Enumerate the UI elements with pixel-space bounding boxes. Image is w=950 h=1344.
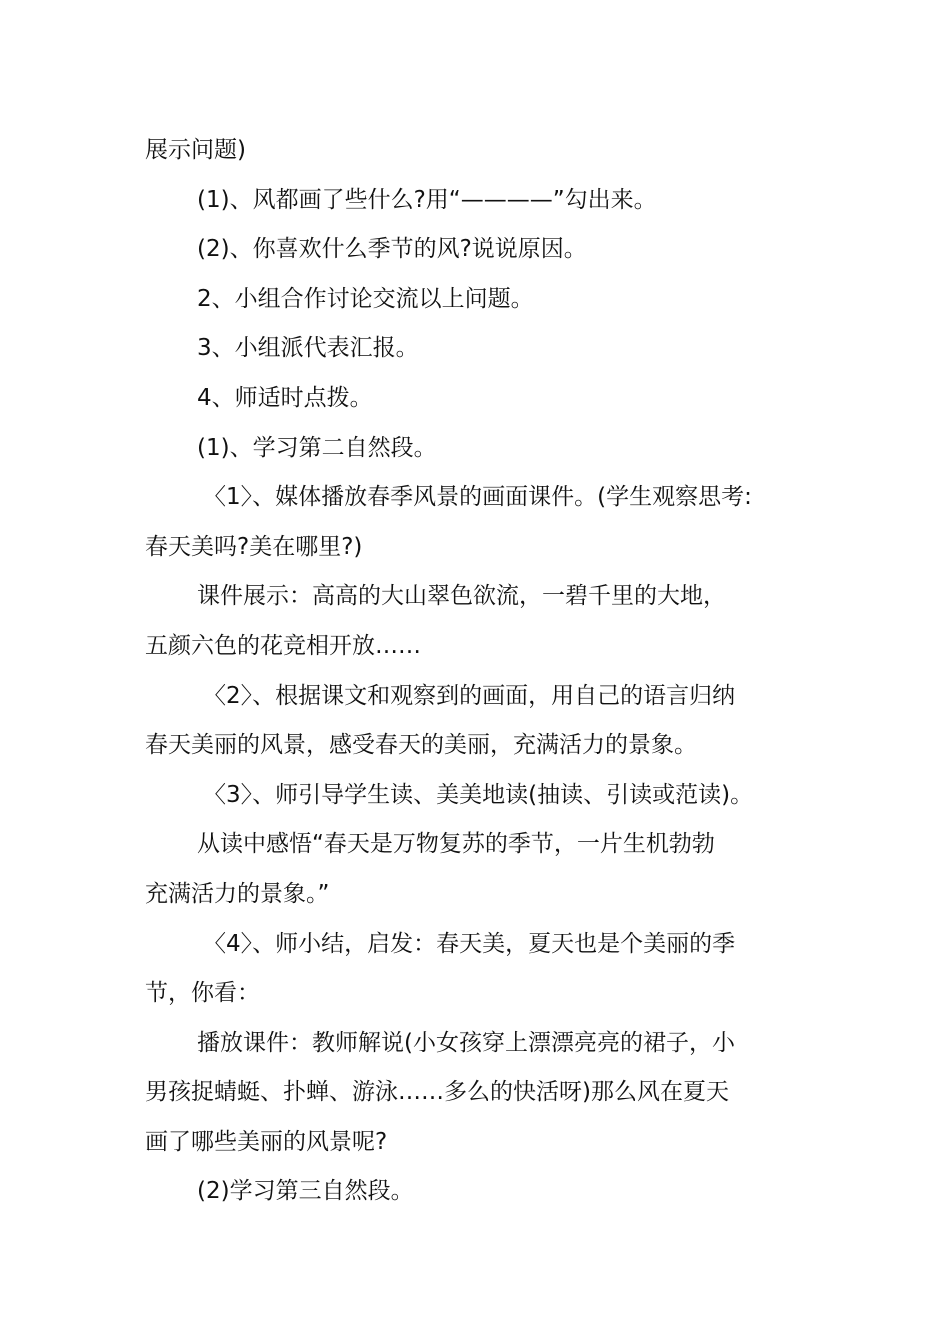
text-line: 节，你看： [145, 980, 260, 1007]
text-line: 〈3〉、师引导学生读、美美地读(抽读、引读或范读)。 [203, 781, 754, 808]
text-line: 充满活力的景象。” [145, 880, 330, 907]
text-line: 画了哪些美丽的风景呢? [145, 1128, 388, 1155]
text-line: 春天美吗?美在哪里?) [145, 533, 363, 560]
text-line: 4、师适时点拨。 [197, 384, 373, 411]
text-line: 〈1〉、媒体播放春季风景的画面课件。(学生观察思考: [203, 484, 752, 511]
text-line: 播放课件：教师解说(小女孩穿上漂漂亮亮的裙子，小 [197, 1029, 735, 1056]
text-line: 五颜六色的花竞相开放…… [145, 632, 421, 659]
text-line: 男孩捉蜻蜓、扑蝉、游泳……多么的快活呀)那么风在夏天 [145, 1079, 729, 1106]
text-line: (1)、学习第二自然段。 [197, 434, 437, 461]
text-line: 从读中感悟“春天是万物复苏的季节，一片生机勃勃 [197, 831, 715, 858]
text-line: 〈4〉、师小结，启发：春天美，夏天也是个美丽的季 [203, 930, 736, 957]
text-line: 春天美丽的风景，感受春天的美丽，充满活力的景象。 [145, 732, 697, 759]
text-line: 〈2〉、根据课文和观察到的画面，用自己的语言归纳 [203, 682, 736, 709]
text-line: 展示问题) [145, 137, 246, 163]
text-line: (2)、你喜欢什么季节的风?说说原因。 [197, 236, 587, 263]
text-line: 课件展示：高高的大山翠色欲流，一碧千里的大地， [197, 583, 726, 610]
text-line: 3、小组派代表汇报。 [197, 335, 419, 362]
text-line: (1)、风都画了些什么?用“————”勾出来。 [197, 186, 657, 213]
text-line: 2、小组合作讨论交流以上问题。 [197, 285, 534, 312]
document-body [145, 126, 815, 1217]
text-line: (2)学习第三自然段。 [197, 1178, 414, 1205]
